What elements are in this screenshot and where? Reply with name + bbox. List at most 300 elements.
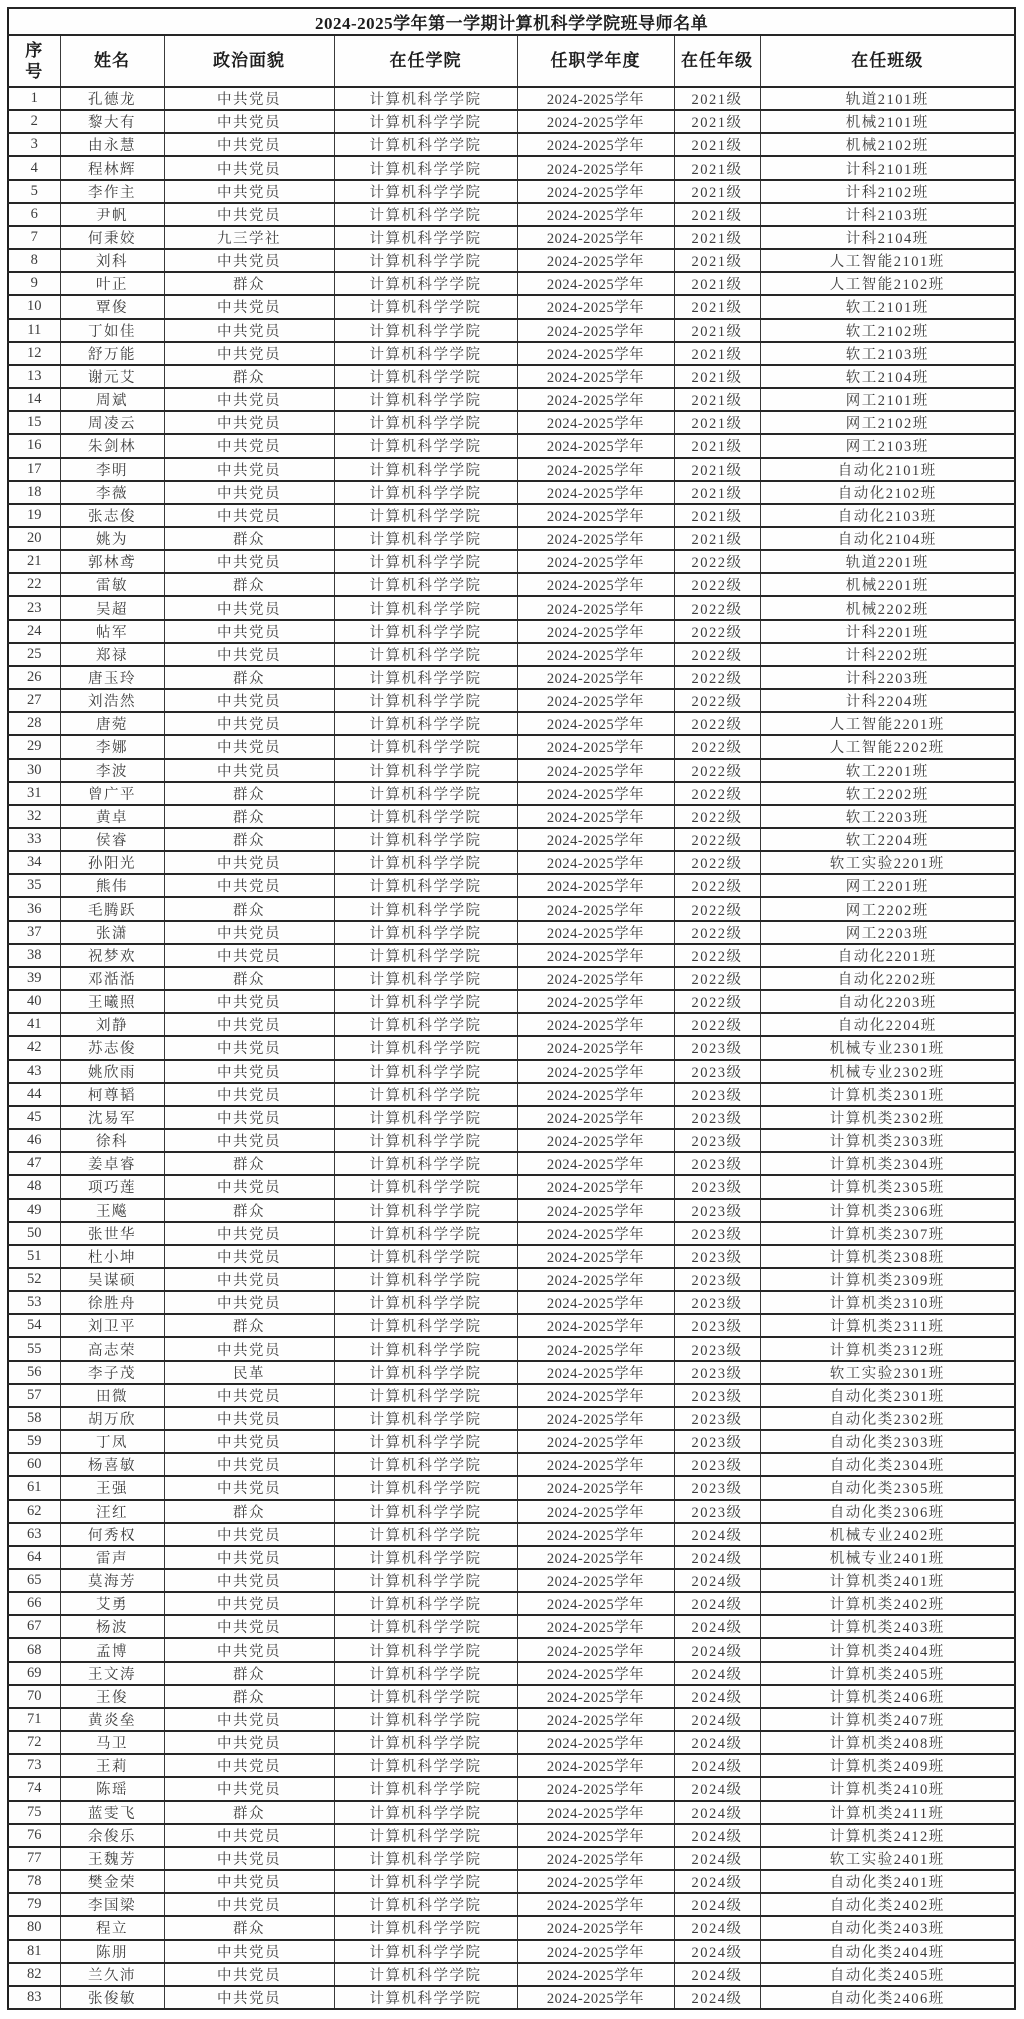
cell-grade: 2023级 xyxy=(674,1245,760,1268)
cell-college: 计算机科学学院 xyxy=(334,1245,517,1268)
cell-college: 计算机科学学院 xyxy=(334,1222,517,1245)
column-header-grade: 在任年级 xyxy=(674,35,760,87)
cell-class: 网工2102班 xyxy=(760,411,1015,434)
cell-no: 38 xyxy=(8,944,60,967)
table-row xyxy=(8,1569,1015,1592)
cell-class: 机械专业2301班 xyxy=(760,1036,1015,1059)
cell-name: 艾勇 xyxy=(60,1592,164,1615)
cell-politics: 中共党员 xyxy=(164,1708,334,1731)
cell-year: 2024-2025学年 xyxy=(517,527,674,550)
cell-no: 71 xyxy=(8,1708,60,1731)
cell-grade: 2024级 xyxy=(674,1940,760,1963)
table-row xyxy=(8,1685,1015,1708)
cell-class: 计算机类2407班 xyxy=(760,1708,1015,1731)
cell-year: 2024-2025学年 xyxy=(517,1638,674,1661)
cell-class: 计科2202班 xyxy=(760,643,1015,666)
table-row xyxy=(8,458,1015,481)
table-row xyxy=(8,990,1015,1013)
cell-grade: 2021级 xyxy=(674,458,760,481)
table-row xyxy=(8,805,1015,828)
cell-college: 计算机科学学院 xyxy=(334,1361,517,1384)
cell-no: 10 xyxy=(8,295,60,318)
cell-year: 2024-2025学年 xyxy=(517,342,674,365)
cell-politics: 中共党员 xyxy=(164,1777,334,1800)
cell-class: 计科2103班 xyxy=(760,203,1015,226)
cell-class: 计算机类2304班 xyxy=(760,1152,1015,1175)
cell-grade: 2021级 xyxy=(674,272,760,295)
cell-college: 计算机科学学院 xyxy=(334,1129,517,1152)
cell-year: 2024-2025学年 xyxy=(517,1754,674,1777)
cell-name: 高志荣 xyxy=(60,1337,164,1360)
cell-no: 63 xyxy=(8,1523,60,1546)
cell-name: 王飚 xyxy=(60,1199,164,1222)
cell-name: 姜卓睿 xyxy=(60,1152,164,1175)
page-title: 2024-2025学年第一学期计算机科学学院班导师名单 xyxy=(8,8,1015,35)
table-row xyxy=(8,1940,1015,1963)
table-row xyxy=(8,1916,1015,1939)
cell-year: 2024-2025学年 xyxy=(517,874,674,897)
table-row xyxy=(8,481,1015,504)
cell-no: 61 xyxy=(8,1476,60,1499)
cell-college: 计算机科学学院 xyxy=(334,897,517,920)
cell-no: 54 xyxy=(8,1314,60,1337)
cell-no: 81 xyxy=(8,1940,60,1963)
cell-class: 软工实验2201班 xyxy=(760,851,1015,874)
table-row xyxy=(8,596,1015,619)
cell-name: 丁如佳 xyxy=(60,319,164,342)
cell-name: 杜小坤 xyxy=(60,1245,164,1268)
cell-college: 计算机科学学院 xyxy=(334,249,517,272)
table-row xyxy=(8,1963,1015,1986)
cell-politics: 中共党员 xyxy=(164,689,334,712)
cell-college: 计算机科学学院 xyxy=(334,735,517,758)
cell-no: 58 xyxy=(8,1407,60,1430)
cell-politics: 中共党员 xyxy=(164,1754,334,1777)
cell-college: 计算机科学学院 xyxy=(334,782,517,805)
cell-year: 2024-2025学年 xyxy=(517,226,674,249)
table-row xyxy=(8,1986,1015,2009)
table-row xyxy=(8,1847,1015,1870)
cell-college: 计算机科学学院 xyxy=(334,1337,517,1360)
cell-class: 计算机类2406班 xyxy=(760,1685,1015,1708)
cell-grade: 2024级 xyxy=(674,1870,760,1893)
cell-class: 自动化类2304班 xyxy=(760,1453,1015,1476)
cell-no: 56 xyxy=(8,1361,60,1384)
cell-college: 计算机科学学院 xyxy=(334,1152,517,1175)
cell-year: 2024-2025学年 xyxy=(517,1245,674,1268)
cell-no: 68 xyxy=(8,1638,60,1661)
cell-year: 2024-2025学年 xyxy=(517,1476,674,1499)
cell-name: 熊伟 xyxy=(60,874,164,897)
cell-politics: 中共党员 xyxy=(164,87,334,110)
cell-politics: 中共党员 xyxy=(164,1013,334,1036)
cell-name: 叶正 xyxy=(60,272,164,295)
cell-class: 机械2102班 xyxy=(760,133,1015,156)
cell-grade: 2021级 xyxy=(674,388,760,411)
cell-politics: 中共党员 xyxy=(164,1407,334,1430)
cell-year: 2024-2025学年 xyxy=(517,1268,674,1291)
cell-grade: 2022级 xyxy=(674,689,760,712)
cell-no: 13 xyxy=(8,365,60,388)
table-row xyxy=(8,1106,1015,1129)
cell-grade: 2024级 xyxy=(674,1916,760,1939)
cell-no: 5 xyxy=(8,180,60,203)
cell-name: 尹帆 xyxy=(60,203,164,226)
cell-year: 2024-2025学年 xyxy=(517,458,674,481)
cell-grade: 2021级 xyxy=(674,342,760,365)
cell-no: 77 xyxy=(8,1847,60,1870)
cell-class: 计算机类2411班 xyxy=(760,1801,1015,1824)
cell-no: 72 xyxy=(8,1731,60,1754)
cell-politics: 中共党员 xyxy=(164,1893,334,1916)
cell-college: 计算机科学学院 xyxy=(334,689,517,712)
cell-name: 王曦照 xyxy=(60,990,164,1013)
cell-class: 轨道2201班 xyxy=(760,550,1015,573)
cell-college: 计算机科学学院 xyxy=(334,851,517,874)
cell-grade: 2023级 xyxy=(674,1314,760,1337)
cell-class: 自动化类2404班 xyxy=(760,1940,1015,1963)
cell-politics: 中共党员 xyxy=(164,249,334,272)
cell-grade: 2024级 xyxy=(674,1569,760,1592)
cell-class: 人工智能2101班 xyxy=(760,249,1015,272)
cell-college: 计算机科学学院 xyxy=(334,967,517,990)
cell-no: 50 xyxy=(8,1222,60,1245)
cell-politics: 中共党员 xyxy=(164,319,334,342)
cell-name: 黎大有 xyxy=(60,110,164,133)
cell-year: 2024-2025学年 xyxy=(517,1083,674,1106)
cell-class: 网工2201班 xyxy=(760,874,1015,897)
cell-year: 2024-2025学年 xyxy=(517,434,674,457)
cell-year: 2024-2025学年 xyxy=(517,689,674,712)
cell-no: 7 xyxy=(8,226,60,249)
cell-name: 徐科 xyxy=(60,1129,164,1152)
cell-name: 黄卓 xyxy=(60,805,164,828)
cell-no: 76 xyxy=(8,1824,60,1847)
cell-name: 沈易军 xyxy=(60,1106,164,1129)
cell-grade: 2024级 xyxy=(674,1893,760,1916)
cell-class: 计科2102班 xyxy=(760,180,1015,203)
cell-year: 2024-2025学年 xyxy=(517,1175,674,1198)
cell-name: 蓝雯飞 xyxy=(60,1801,164,1824)
cell-politics: 中共党员 xyxy=(164,156,334,179)
cell-college: 计算机科学学院 xyxy=(334,458,517,481)
cell-no: 15 xyxy=(8,411,60,434)
cell-class: 计算机类2408班 xyxy=(760,1731,1015,1754)
cell-name: 李波 xyxy=(60,759,164,782)
cell-no: 26 xyxy=(8,666,60,689)
cell-politics: 中共党员 xyxy=(164,620,334,643)
cell-grade: 2024级 xyxy=(674,1685,760,1708)
cell-name: 项巧莲 xyxy=(60,1175,164,1198)
cell-year: 2024-2025学年 xyxy=(517,1847,674,1870)
cell-no: 25 xyxy=(8,643,60,666)
cell-politics: 中共党员 xyxy=(164,1824,334,1847)
cell-class: 软工2201班 xyxy=(760,759,1015,782)
table-row xyxy=(8,180,1015,203)
cell-college: 计算机科学学院 xyxy=(334,87,517,110)
cell-year: 2024-2025学年 xyxy=(517,1986,674,2009)
cell-college: 计算机科学学院 xyxy=(334,1662,517,1685)
cell-grade: 2023级 xyxy=(674,1036,760,1059)
cell-politics: 中共党员 xyxy=(164,1638,334,1661)
cell-politics: 中共党员 xyxy=(164,1083,334,1106)
cell-no: 22 xyxy=(8,573,60,596)
cell-grade: 2023级 xyxy=(674,1060,760,1083)
document-sheet xyxy=(7,7,1014,2010)
cell-class: 计算机类2310班 xyxy=(760,1291,1015,1314)
cell-class: 软工2202班 xyxy=(760,782,1015,805)
cell-college: 计算机科学学院 xyxy=(334,1407,517,1430)
cell-college: 计算机科学学院 xyxy=(334,1453,517,1476)
cell-grade: 2024级 xyxy=(674,1847,760,1870)
cell-year: 2024-2025学年 xyxy=(517,851,674,874)
cell-class: 计算机类2410班 xyxy=(760,1777,1015,1800)
table-row xyxy=(8,712,1015,735)
cell-grade: 2021级 xyxy=(674,434,760,457)
table-row xyxy=(8,1592,1015,1615)
table-row xyxy=(8,342,1015,365)
cell-college: 计算机科学学院 xyxy=(334,1801,517,1824)
cell-year: 2024-2025学年 xyxy=(517,712,674,735)
cell-year: 2024-2025学年 xyxy=(517,133,674,156)
cell-college: 计算机科学学院 xyxy=(334,1685,517,1708)
cell-year: 2024-2025学年 xyxy=(517,1824,674,1847)
cell-name: 李国梁 xyxy=(60,1893,164,1916)
cell-grade: 2023级 xyxy=(674,1106,760,1129)
cell-name: 余俊乐 xyxy=(60,1824,164,1847)
cell-no: 73 xyxy=(8,1754,60,1777)
cell-year: 2024-2025学年 xyxy=(517,643,674,666)
cell-grade: 2024级 xyxy=(674,1986,760,2009)
cell-year: 2024-2025学年 xyxy=(517,1893,674,1916)
cell-grade: 2023级 xyxy=(674,1129,760,1152)
cell-no: 8 xyxy=(8,249,60,272)
cell-year: 2024-2025学年 xyxy=(517,1916,674,1939)
cell-no: 30 xyxy=(8,759,60,782)
cell-no: 65 xyxy=(8,1569,60,1592)
cell-no: 48 xyxy=(8,1175,60,1198)
cell-politics: 群众 xyxy=(164,967,334,990)
cell-college: 计算机科学学院 xyxy=(334,1731,517,1754)
cell-politics: 中共党员 xyxy=(164,295,334,318)
cell-year: 2024-2025学年 xyxy=(517,1685,674,1708)
cell-politics: 中共党员 xyxy=(164,1222,334,1245)
table-row xyxy=(8,1175,1015,1198)
cell-class: 人工智能2202班 xyxy=(760,735,1015,758)
cell-college: 计算机科学学院 xyxy=(334,620,517,643)
table-row xyxy=(8,1500,1015,1523)
cell-college: 计算机科学学院 xyxy=(334,1476,517,1499)
cell-name: 舒万能 xyxy=(60,342,164,365)
cell-year: 2024-2025学年 xyxy=(517,1407,674,1430)
cell-college: 计算机科学学院 xyxy=(334,666,517,689)
cell-no: 70 xyxy=(8,1685,60,1708)
cell-grade: 2022级 xyxy=(674,596,760,619)
cell-grade: 2022级 xyxy=(674,573,760,596)
column-header-class: 在任班级 xyxy=(760,35,1015,87)
cell-grade: 2023级 xyxy=(674,1384,760,1407)
cell-year: 2024-2025学年 xyxy=(517,990,674,1013)
table-row xyxy=(8,1824,1015,1847)
table-row xyxy=(8,1777,1015,1800)
cell-politics: 中共党员 xyxy=(164,1731,334,1754)
cell-grade: 2022级 xyxy=(674,643,760,666)
cell-grade: 2022级 xyxy=(674,1013,760,1036)
cell-politics: 中共党员 xyxy=(164,110,334,133)
cell-grade: 2024级 xyxy=(674,1731,760,1754)
cell-no: 17 xyxy=(8,458,60,481)
cell-politics: 民革 xyxy=(164,1361,334,1384)
cell-year: 2024-2025学年 xyxy=(517,1384,674,1407)
cell-politics: 中共党员 xyxy=(164,133,334,156)
cell-college: 计算机科学学院 xyxy=(334,1615,517,1638)
table-row xyxy=(8,735,1015,758)
cell-class: 轨道2101班 xyxy=(760,87,1015,110)
cell-grade: 2021级 xyxy=(674,110,760,133)
cell-name: 曾广平 xyxy=(60,782,164,805)
cell-year: 2024-2025学年 xyxy=(517,1777,674,1800)
cell-class: 计科2201班 xyxy=(760,620,1015,643)
cell-grade: 2021级 xyxy=(674,411,760,434)
cell-year: 2024-2025学年 xyxy=(517,1569,674,1592)
cell-college: 计算机科学学院 xyxy=(334,527,517,550)
cell-college: 计算机科学学院 xyxy=(334,1592,517,1615)
table-row xyxy=(8,1801,1015,1824)
cell-politics: 群众 xyxy=(164,1500,334,1523)
table-row xyxy=(8,1036,1015,1059)
cell-name: 张俊敏 xyxy=(60,1986,164,2009)
cell-year: 2024-2025学年 xyxy=(517,1615,674,1638)
cell-grade: 2024级 xyxy=(674,1824,760,1847)
cell-grade: 2021级 xyxy=(674,156,760,179)
cell-college: 计算机科学学院 xyxy=(334,1430,517,1453)
column-header-name: 姓名 xyxy=(60,35,164,87)
cell-class: 自动化类2303班 xyxy=(760,1430,1015,1453)
cell-grade: 2022级 xyxy=(674,805,760,828)
cell-politics: 中共党员 xyxy=(164,596,334,619)
cell-name: 马卫 xyxy=(60,1731,164,1754)
cell-class: 自动化类2403班 xyxy=(760,1916,1015,1939)
cell-no: 6 xyxy=(8,203,60,226)
cell-college: 计算机科学学院 xyxy=(334,1291,517,1314)
cell-no: 46 xyxy=(8,1129,60,1152)
table-row xyxy=(8,110,1015,133)
cell-politics: 中共党员 xyxy=(164,1986,334,2009)
cell-class: 自动化2202班 xyxy=(760,967,1015,990)
cell-grade: 2021级 xyxy=(674,481,760,504)
cell-politics: 群众 xyxy=(164,1801,334,1824)
cell-college: 计算机科学学院 xyxy=(334,1083,517,1106)
table-row xyxy=(8,782,1015,805)
cell-college: 计算机科学学院 xyxy=(334,1268,517,1291)
cell-grade: 2022级 xyxy=(674,944,760,967)
cell-grade: 2022级 xyxy=(674,620,760,643)
table-row xyxy=(8,1407,1015,1430)
cell-class: 计算机类2409班 xyxy=(760,1754,1015,1777)
cell-grade: 2021级 xyxy=(674,180,760,203)
cell-grade: 2023级 xyxy=(674,1222,760,1245)
table-row xyxy=(8,620,1015,643)
cell-grade: 2022级 xyxy=(674,550,760,573)
cell-politics: 中共党员 xyxy=(164,1245,334,1268)
cell-name: 孙阳光 xyxy=(60,851,164,874)
cell-grade: 2022级 xyxy=(674,759,760,782)
cell-grade: 2022级 xyxy=(674,851,760,874)
table-title-row xyxy=(8,8,1015,35)
cell-class: 计科2203班 xyxy=(760,666,1015,689)
cell-grade: 2022级 xyxy=(674,967,760,990)
cell-grade: 2023级 xyxy=(674,1199,760,1222)
cell-name: 杨波 xyxy=(60,1615,164,1638)
table-row xyxy=(8,828,1015,851)
table-row xyxy=(8,411,1015,434)
table-row xyxy=(8,1013,1015,1036)
table-row xyxy=(8,1662,1015,1685)
cell-politics: 群众 xyxy=(164,828,334,851)
cell-year: 2024-2025学年 xyxy=(517,1152,674,1175)
cell-class: 自动化类2406班 xyxy=(760,1986,1015,2009)
table-row xyxy=(8,1060,1015,1083)
cell-year: 2024-2025学年 xyxy=(517,573,674,596)
table-row xyxy=(8,1546,1015,1569)
cell-politics: 中共党员 xyxy=(164,342,334,365)
cell-name: 吴超 xyxy=(60,596,164,619)
table-row xyxy=(8,550,1015,573)
cell-college: 计算机科学学院 xyxy=(334,504,517,527)
cell-name: 刘静 xyxy=(60,1013,164,1036)
table-row xyxy=(8,921,1015,944)
cell-name: 雷声 xyxy=(60,1546,164,1569)
cell-year: 2024-2025学年 xyxy=(517,1870,674,1893)
cell-college: 计算机科学学院 xyxy=(334,1106,517,1129)
cell-name: 邓湉湉 xyxy=(60,967,164,990)
cell-grade: 2023级 xyxy=(674,1500,760,1523)
table-row xyxy=(8,1245,1015,1268)
cell-grade: 2024级 xyxy=(674,1592,760,1615)
cell-politics: 中共党员 xyxy=(164,1036,334,1059)
cell-politics: 中共党员 xyxy=(164,411,334,434)
cell-class: 软工2104班 xyxy=(760,365,1015,388)
column-header-no: 序号 xyxy=(8,35,60,87)
cell-grade: 2022级 xyxy=(674,712,760,735)
cell-class: 机械2101班 xyxy=(760,110,1015,133)
cell-no: 82 xyxy=(8,1963,60,1986)
table-row xyxy=(8,365,1015,388)
cell-class: 机械2202班 xyxy=(760,596,1015,619)
cell-class: 计算机类2403班 xyxy=(760,1615,1015,1638)
cell-year: 2024-2025学年 xyxy=(517,1106,674,1129)
cell-class: 计算机类2312班 xyxy=(760,1337,1015,1360)
table-row xyxy=(8,666,1015,689)
cell-politics: 中共党员 xyxy=(164,851,334,874)
cell-grade: 2023级 xyxy=(674,1291,760,1314)
table-row xyxy=(8,874,1015,897)
cell-year: 2024-2025学年 xyxy=(517,1940,674,1963)
cell-grade: 2021级 xyxy=(674,226,760,249)
table-row xyxy=(8,1337,1015,1360)
table-row xyxy=(8,1731,1015,1754)
table-row xyxy=(8,527,1015,550)
cell-college: 计算机科学学院 xyxy=(334,1777,517,1800)
cell-no: 39 xyxy=(8,967,60,990)
cell-college: 计算机科学学院 xyxy=(334,133,517,156)
cell-grade: 2022级 xyxy=(674,874,760,897)
cell-no: 27 xyxy=(8,689,60,712)
cell-college: 计算机科学学院 xyxy=(334,295,517,318)
cell-name: 程林辉 xyxy=(60,156,164,179)
table-row xyxy=(8,1615,1015,1638)
cell-politics: 中共党员 xyxy=(164,1870,334,1893)
